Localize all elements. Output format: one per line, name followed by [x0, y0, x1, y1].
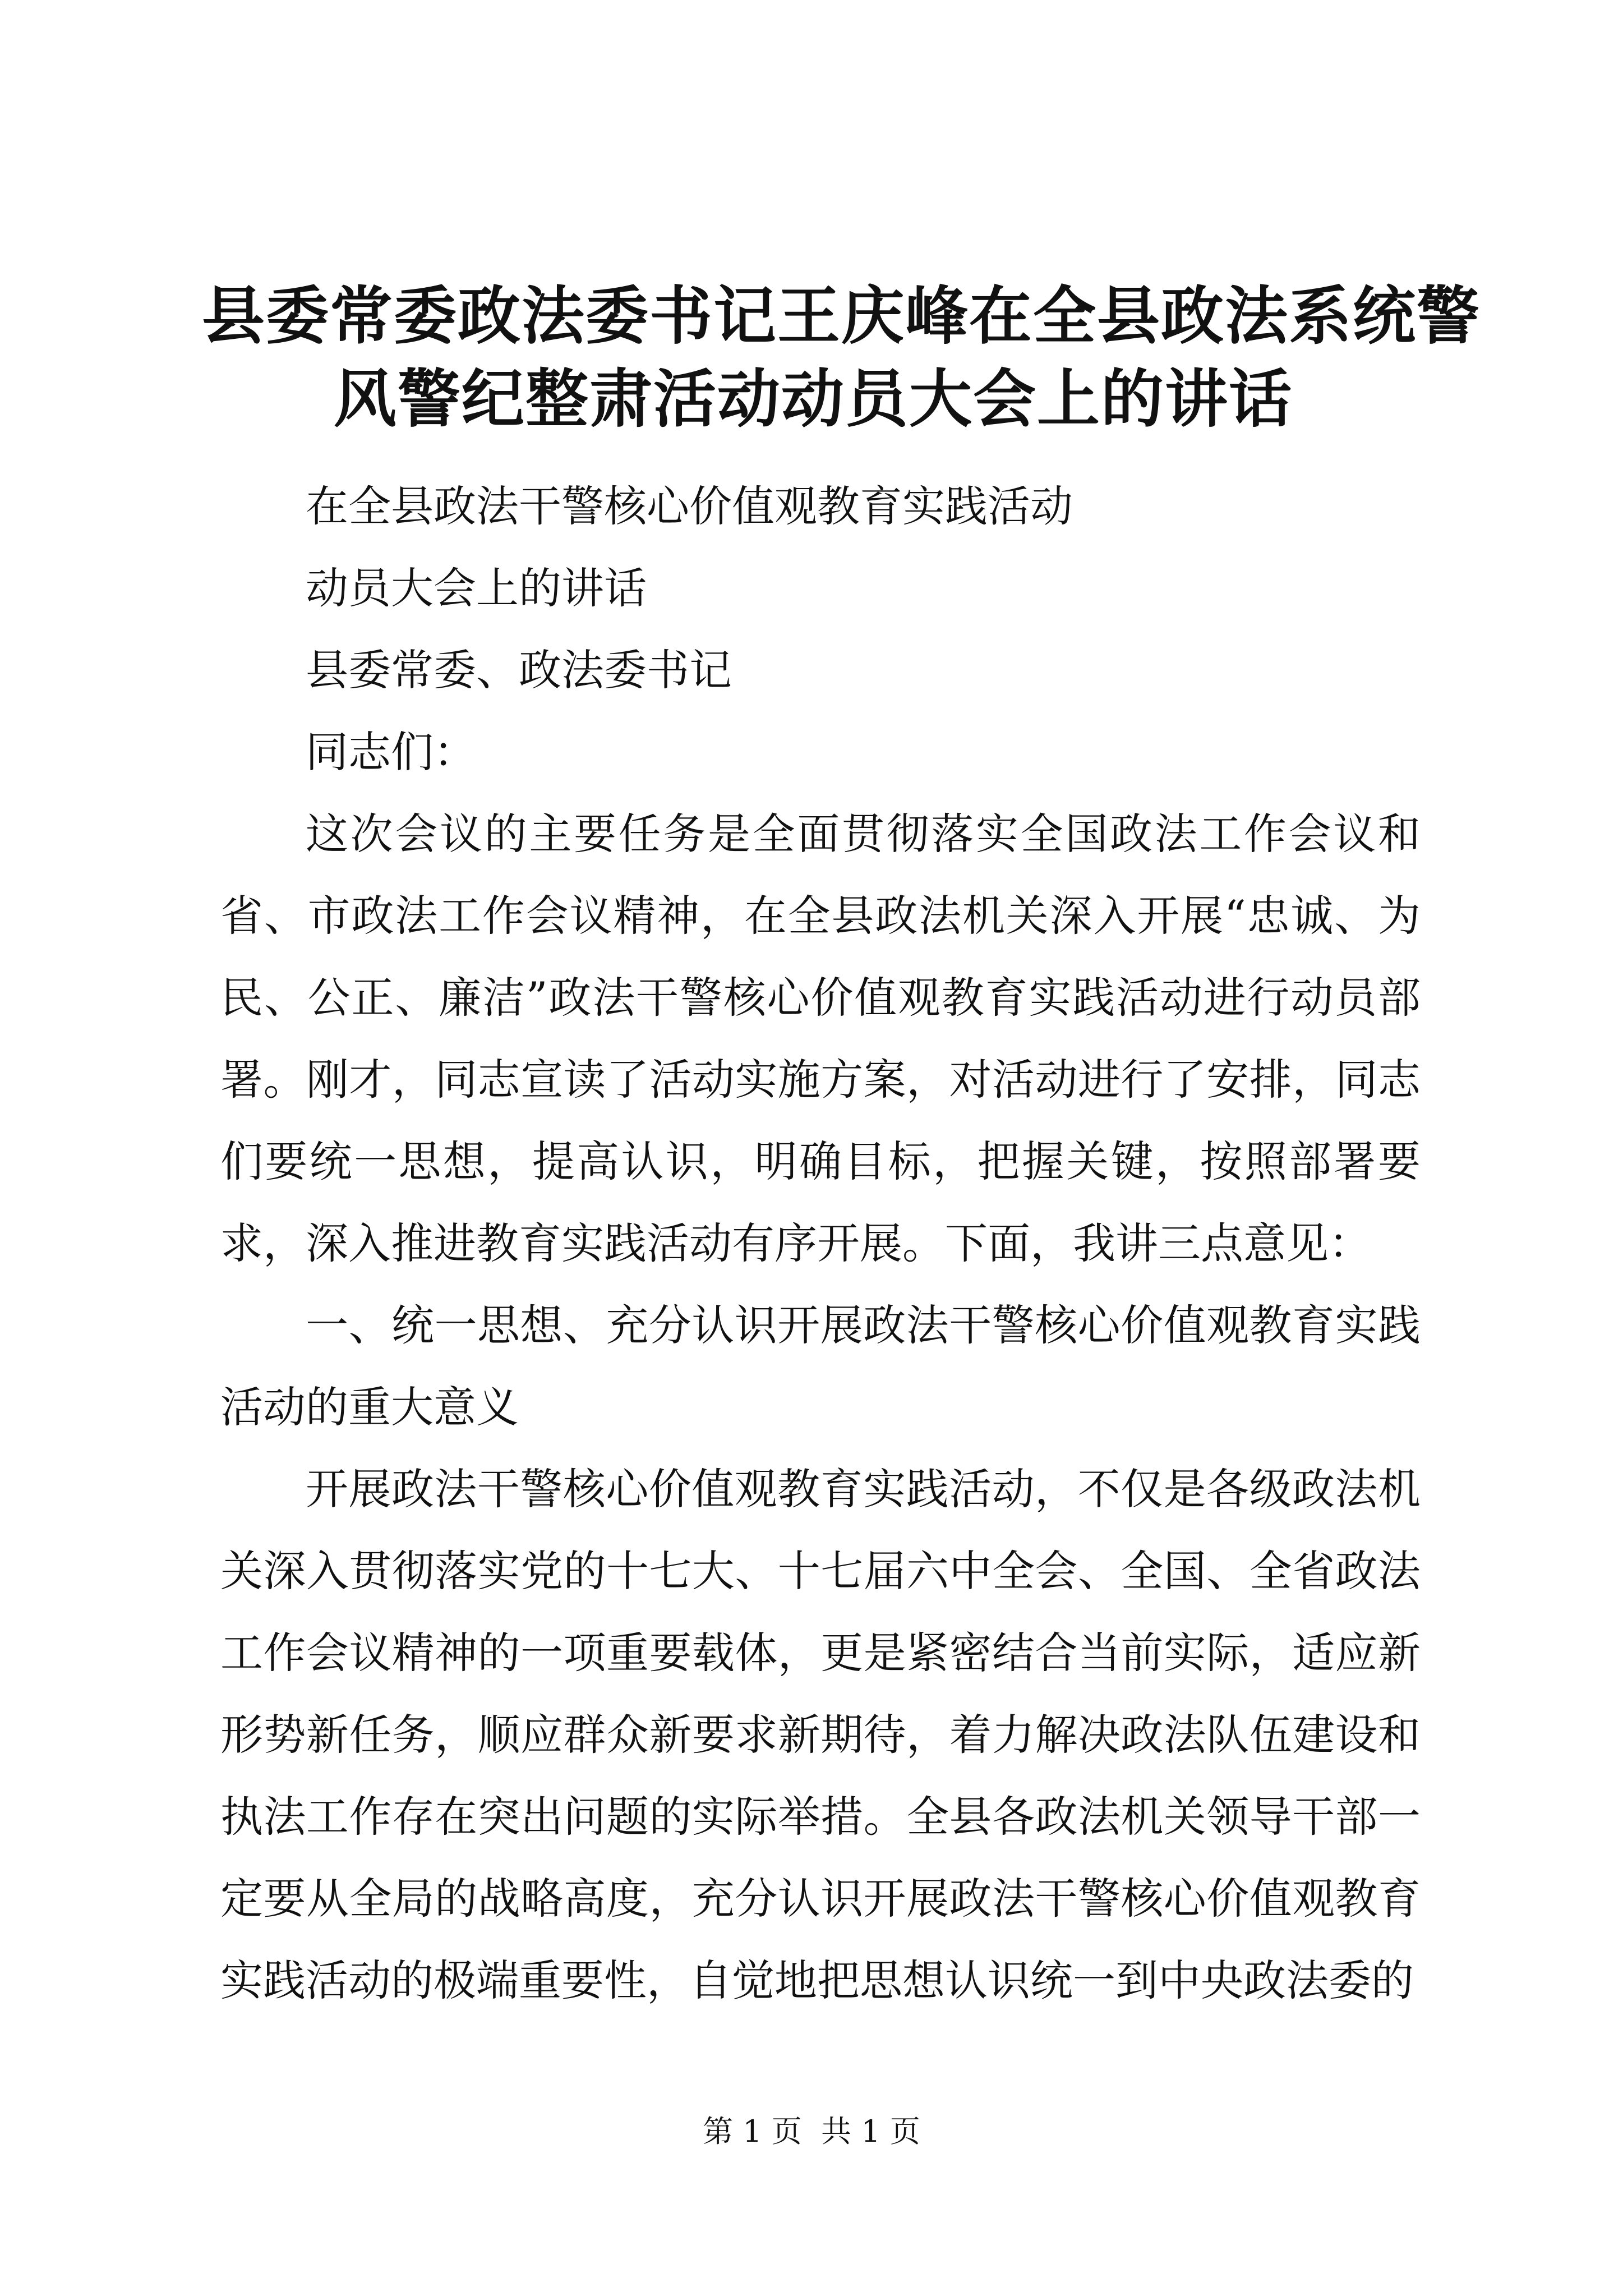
salutation: 同志们：	[306, 727, 476, 777]
document-body	[220, 466, 1421, 2022]
document-title	[202, 275, 1481, 441]
subtitle-line: 在全县政法干警核心价值观教育实践活动	[306, 481, 1073, 531]
section-heading: 一、统一思想、充分认识开展政法干警核心价值观教育实践活动的重大意义	[220, 1300, 1421, 1432]
speaker-title: 县委常委、政法委书记	[306, 645, 732, 695]
title-line: 风警纪整肃活动动员大会上的讲话	[334, 362, 1293, 436]
subtitle-line: 动员大会上的讲话	[306, 563, 647, 613]
body-paragraph: 这次会议的主要任务是全面贯彻落实全国政法工作会议和省、市政法工作会议精神，在全县政法机关深入开展“忠诚、为民、公正、廉洁”政法干警核心价值观教育实践活动进行动员部署。刚才，同志宣读了活动实施方案，对活动进行了安排，同志们要统一思想，提高认识，明确目标，把握关键，按照部署要求，深入推进教育实践活动有序开展。下面，我讲三点意见：	[220, 809, 1421, 1268]
page-footer: 第 1 页 共 1 页	[703, 2114, 920, 2149]
body-paragraph: 开展政法干警核心价值观教育实践活动，不仅是各级政法机关深入贯彻落实党的十七大、十七届六中全会、全国、全省政法工作会议精神的一项重要载体，更是紧密结合当前实际，适应新形势新任务，顺应群众新要求新期待，着力解决政法队伍建设和执法工作存在突出问题的实际举措。全县各政法机关领导干部一定要从全局的战略高度，充分认识开展政法干警核心价值观教育实践活动的极端重要性，自觉地把思想认识统一到中央政法委的	[220, 1464, 1421, 2005]
title-line: 县委常委政法委书记王庆峰在全县政法系统警	[202, 279, 1481, 353]
